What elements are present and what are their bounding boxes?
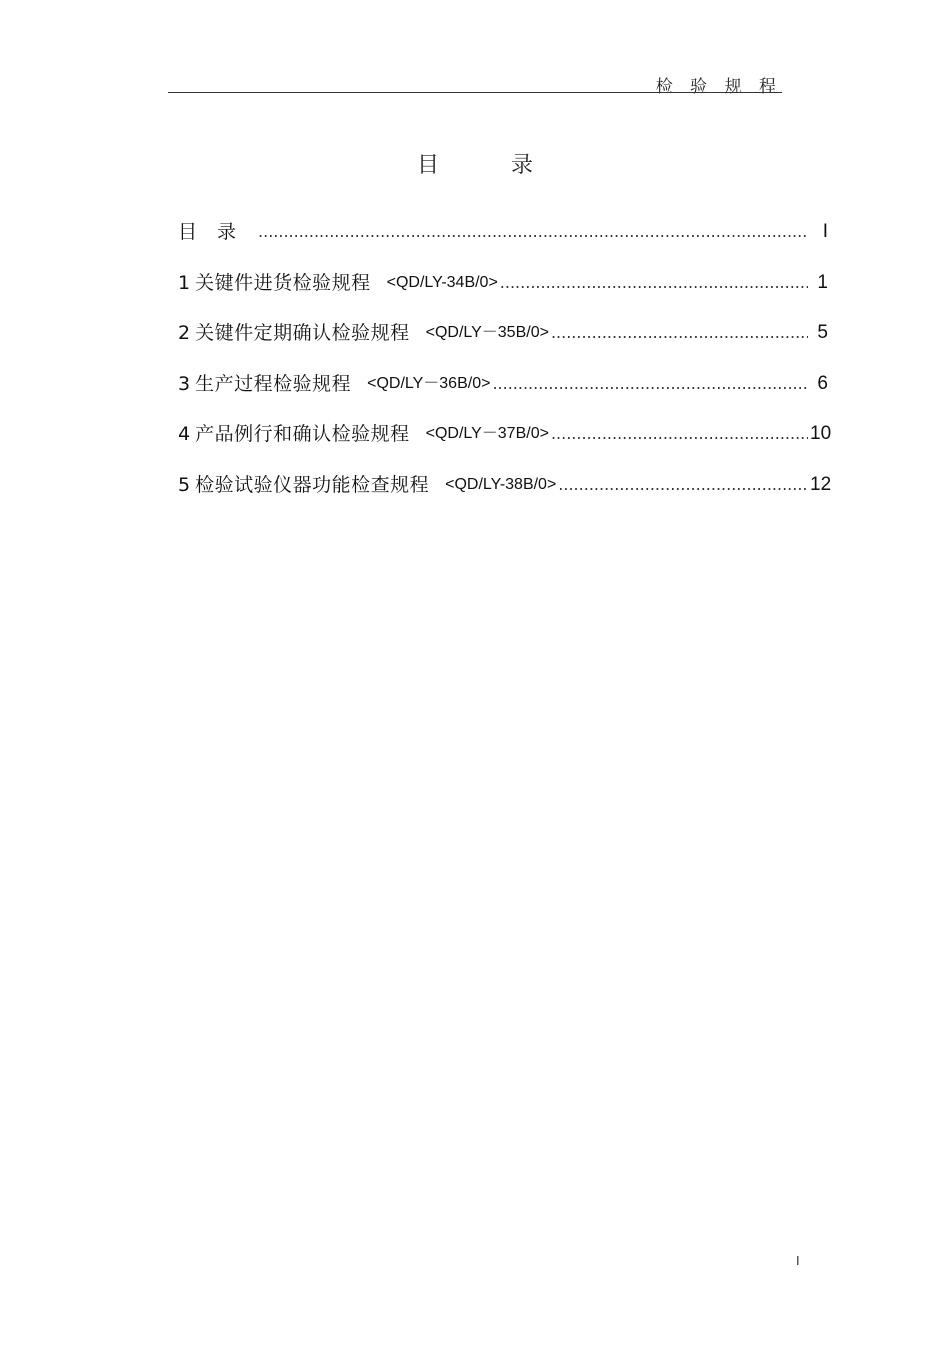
toc-entry-2[interactable] bbox=[178, 320, 828, 371]
toc-entry-number: 1 bbox=[178, 271, 191, 294]
toc-dot-leader bbox=[492, 371, 808, 397]
toc-heading-left: 目 bbox=[416, 153, 439, 178]
toc-entry-page: 10 bbox=[810, 423, 832, 444]
toc-heading-right: 录 bbox=[511, 153, 534, 178]
toc-heading bbox=[0, 148, 950, 179]
toc-entry-page: 12 bbox=[810, 473, 832, 495]
toc-dot-leader bbox=[551, 320, 808, 346]
toc-entry-page: I bbox=[822, 221, 828, 242]
toc-entry-title: 关键件定期确认检验规程 bbox=[195, 322, 410, 344]
header-rule bbox=[168, 92, 782, 93]
toc-entry-number: 3 bbox=[178, 372, 191, 395]
toc-dot-leader bbox=[500, 270, 808, 296]
toc-entry-page: 1 bbox=[817, 271, 828, 293]
toc-dot-leader bbox=[558, 472, 808, 498]
toc-entry-contents[interactable] bbox=[178, 219, 828, 270]
toc-entry-code: <QD/LY－35B/0> bbox=[425, 324, 549, 341]
toc-entry-code: <QD/LY-38B/0> bbox=[445, 475, 557, 493]
toc-entry-1[interactable] bbox=[178, 270, 828, 321]
footer-page-number: I bbox=[796, 1253, 800, 1268]
toc-dot-leader bbox=[258, 219, 808, 245]
toc-entry-code: <QD/LY－36B/0> bbox=[367, 374, 491, 392]
toc-entry-3[interactable] bbox=[178, 371, 828, 422]
toc-list bbox=[178, 219, 832, 522]
running-header-title: 检 验 规 程 bbox=[655, 77, 782, 97]
toc-entry-title: 关键件进货检验规程 bbox=[195, 271, 371, 294]
toc-entry-title: 产品例行和确认检验规程 bbox=[195, 423, 410, 445]
toc-dot-leader bbox=[551, 421, 808, 447]
toc-entry-number: 4 bbox=[178, 423, 191, 445]
toc-entry-title: 生产过程检验规程 bbox=[195, 372, 352, 395]
toc-entry-4[interactable] bbox=[178, 421, 832, 472]
toc-entry-number: 5 bbox=[178, 473, 191, 496]
toc-entry-code: <QD/LY－37B/0> bbox=[425, 425, 549, 442]
toc-entry-page: 5 bbox=[817, 322, 828, 343]
toc-entry-number: 2 bbox=[178, 322, 191, 344]
toc-entry-title: 目录 bbox=[178, 221, 257, 243]
toc-entry-title: 检验试验仪器功能检查规程 bbox=[195, 473, 430, 496]
toc-entry-code: <QD/LY-34B/0> bbox=[386, 273, 498, 291]
toc-entry-5[interactable] bbox=[178, 472, 832, 523]
toc-entry-page: 6 bbox=[817, 372, 828, 394]
